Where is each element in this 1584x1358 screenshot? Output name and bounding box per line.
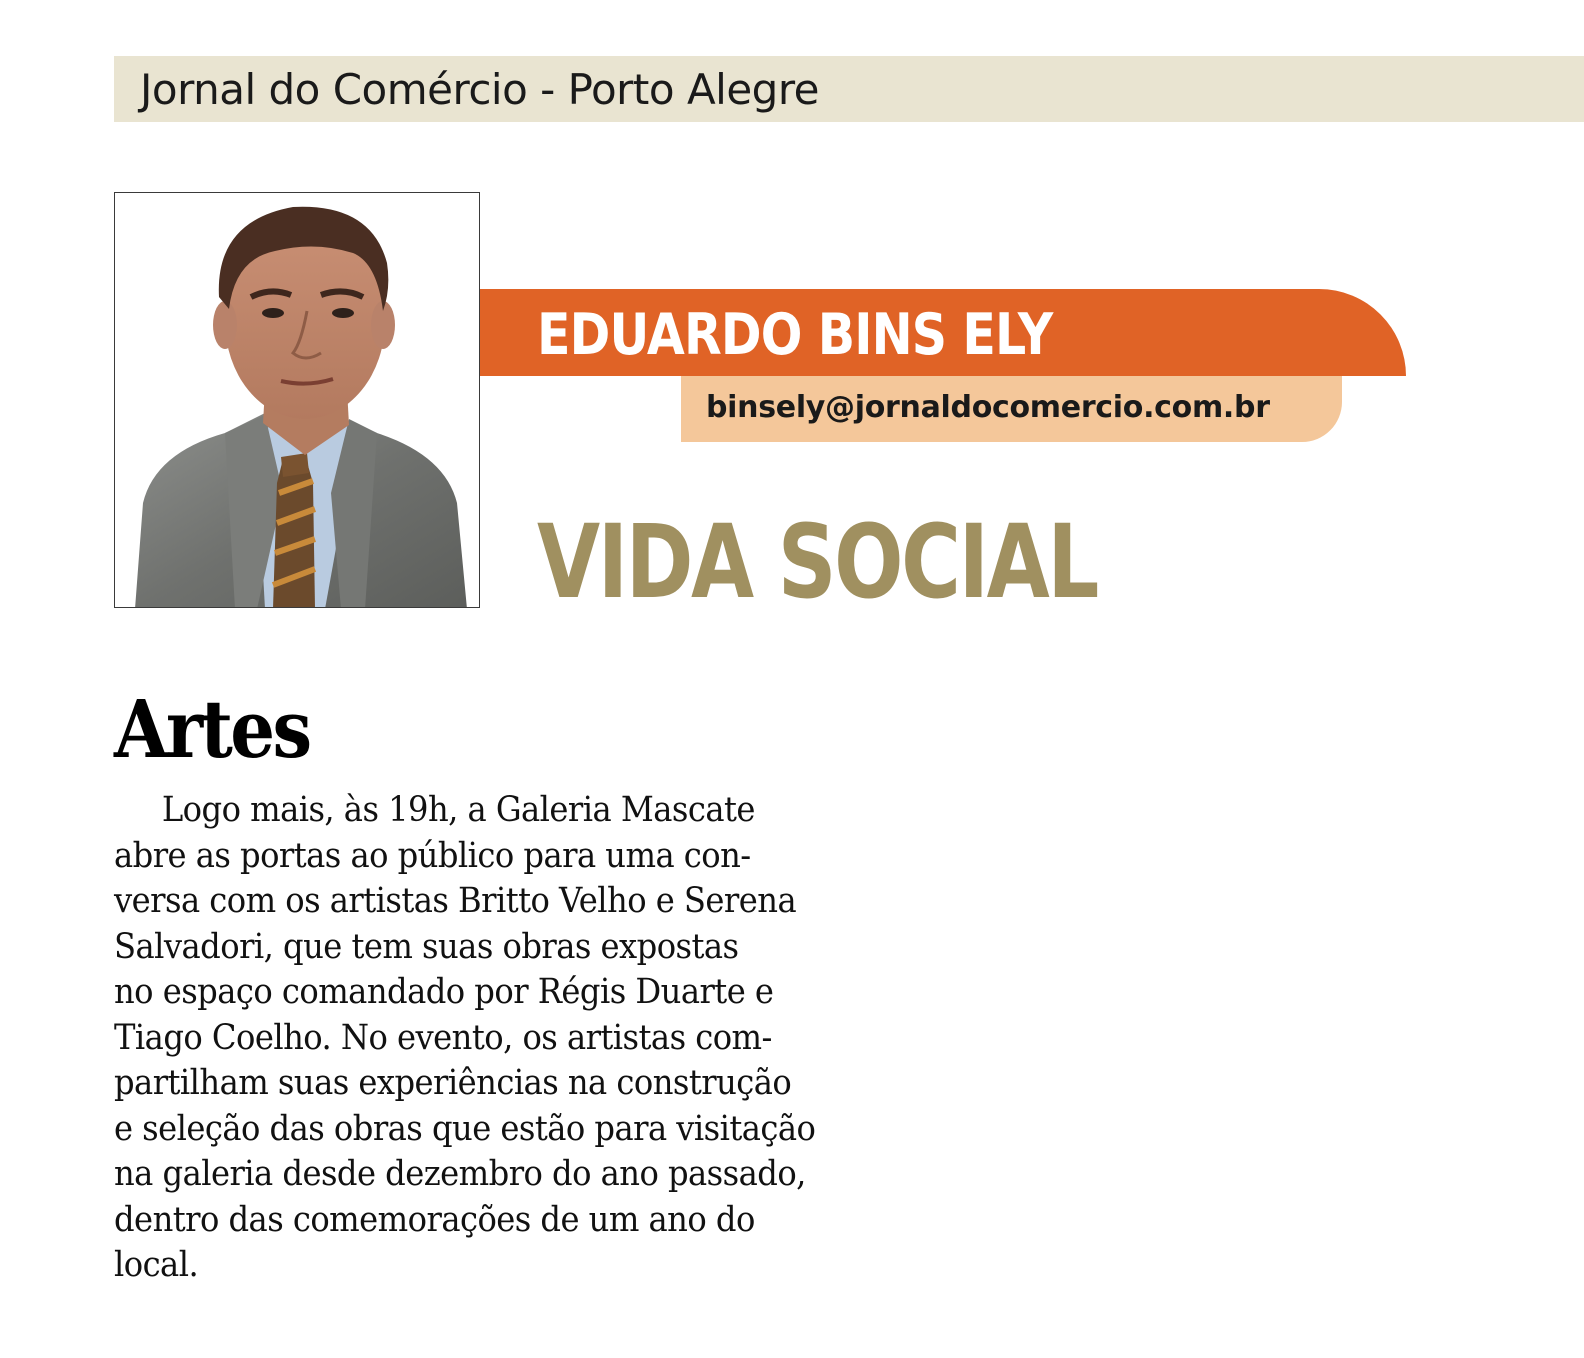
article-line: e seleção das obras que estão para visitação: [114, 1108, 816, 1149]
article-line: versa com os artistas Britto Velho e Serena: [114, 881, 797, 921]
author-portrait-image: [115, 193, 480, 608]
author-photo: [114, 192, 480, 608]
article-line: Logo mais, às 19h, a Galeria Mascate: [161, 790, 755, 830]
article-line: local.: [114, 1245, 199, 1285]
article-line: Tiago Coelho. No evento, os artistas com-: [114, 1017, 772, 1058]
article-line: no espaço comandado por Régis Duarte e: [114, 972, 774, 1012]
article-heading: Artes: [114, 682, 310, 776]
article-line: Salvadori, que tem suas obras expostas: [114, 926, 739, 967]
article-line: abre as portas ao público para uma con-: [114, 835, 751, 876]
article-body: [114, 788, 914, 1289]
article-line: partilham suas experiências na construção: [114, 1063, 792, 1103]
article-line: na galeria desde dezembro do ano passado,: [114, 1154, 806, 1194]
article-line: dentro das comemorações de um ano do: [114, 1199, 755, 1240]
author-email[interactable]: binsely@jornaldocomercio.com.br: [706, 390, 1270, 425]
author-name: EDUARDO BINS ELY: [537, 302, 1053, 368]
column-title: VIDA SOCIAL: [537, 503, 1097, 622]
newspaper-name: Jornal do Comércio - Porto Alegre: [140, 65, 820, 114]
